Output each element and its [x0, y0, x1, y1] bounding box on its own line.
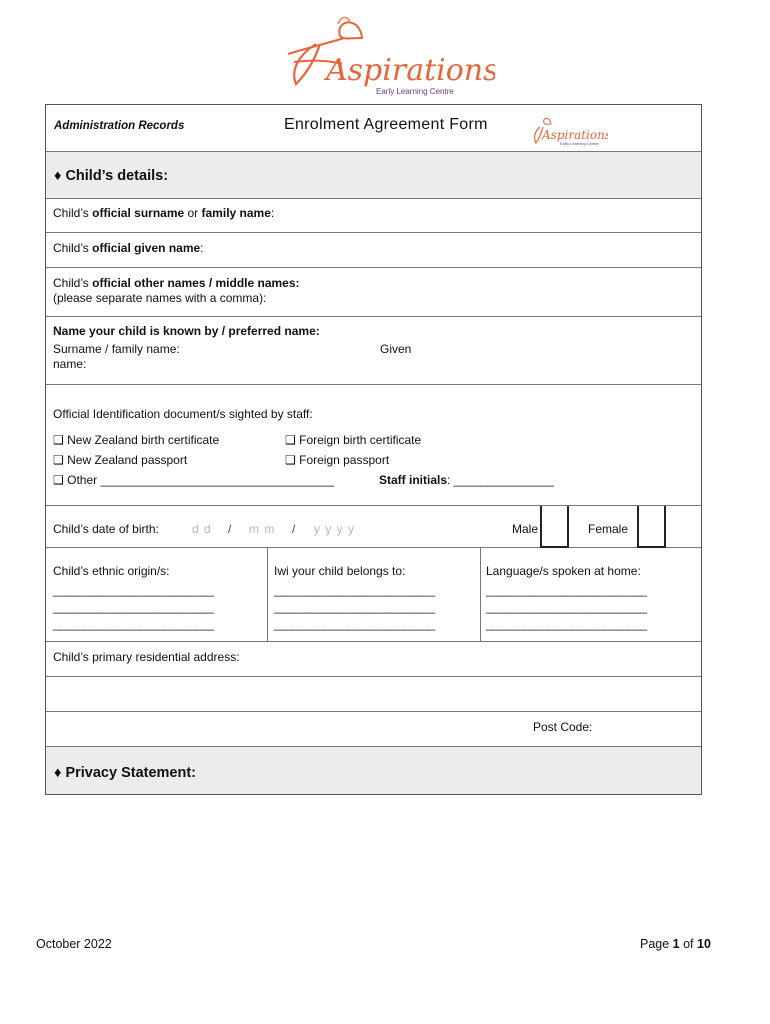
- svg-text:Aspirations: Aspirations: [542, 128, 608, 142]
- footer-date: October 2022: [36, 937, 112, 951]
- dob-label: Child’s date of birth:: [53, 522, 159, 536]
- address-row[interactable]: [46, 642, 701, 677]
- language-label: Language/s spoken at home:: [486, 564, 641, 578]
- checkbox-icon[interactable]: ❑: [285, 433, 296, 447]
- postcode-label: Post Code:: [533, 720, 593, 734]
- id-option-other[interactable]: ❑ Other ___________________________________: [53, 473, 335, 487]
- known-name-wrap: name:: [53, 357, 87, 371]
- id-option-nz-birth[interactable]: ❑ New Zealand birth certificate: [53, 433, 220, 447]
- dob-month-field[interactable]: m m: [249, 522, 276, 536]
- language-lines[interactable]: __________________________ __________________________ __________________________: [486, 583, 647, 631]
- id-option-foreign-birth[interactable]: ❑ Foreign birth certificate: [285, 433, 422, 447]
- female-checkbox[interactable]: [637, 506, 666, 548]
- staff-initials[interactable]: Staff initials: _______________: [379, 473, 554, 487]
- svg-text:Early Learning Centre: Early Learning Centre: [560, 141, 599, 146]
- aspirations-logo: [280, 14, 495, 96]
- diamond-icon: ♦: [54, 168, 62, 184]
- surname-row[interactable]: [46, 199, 701, 233]
- column-divider: [267, 548, 268, 642]
- known-given-label: Given: [380, 342, 412, 356]
- checkbox-icon[interactable]: ❑: [53, 453, 64, 467]
- privacy-section: [46, 747, 701, 794]
- dob-separator: /: [228, 522, 232, 536]
- enrolment-form: [45, 104, 702, 795]
- form-title: Enrolment Agreement Form: [284, 116, 488, 133]
- checkbox-icon[interactable]: ❑: [53, 473, 64, 487]
- id-option-nz-passport[interactable]: ❑ New Zealand passport: [53, 453, 188, 467]
- origin-row: [46, 548, 701, 642]
- other-names-label: Child’s official other names / middle names:: [53, 276, 300, 290]
- butterfly-mini-icon: [530, 115, 608, 147]
- other-names-note: (please separate names with a comma):: [53, 291, 267, 305]
- page-number: Page 1 of 10: [640, 937, 711, 951]
- ethnic-origin-label: Child’s ethnic origin/s:: [53, 564, 170, 578]
- form-header: [46, 105, 701, 152]
- checkbox-icon[interactable]: ❑: [285, 453, 296, 467]
- id-heading: Official Identification document/s sighted by staff:: [53, 407, 313, 421]
- male-checkbox[interactable]: [540, 506, 569, 548]
- dob-year-field[interactable]: y y y y: [314, 522, 356, 536]
- svg-text:Aspirations: Aspirations: [326, 53, 495, 88]
- surname-label: Child’s official surname or family name:: [53, 206, 275, 220]
- iwi-label: Iwi your child belongs to:: [274, 564, 406, 578]
- svg-text:Early Learning Centre: Early Learning Centre: [376, 87, 454, 96]
- childs-details-title: ♦ Child’s details:: [54, 168, 169, 184]
- privacy-title: ♦ Privacy Statement:: [54, 765, 196, 781]
- childs-details-section: [46, 152, 701, 199]
- dob-row: [46, 506, 701, 548]
- column-divider: [480, 548, 481, 642]
- mini-logo: [530, 115, 608, 147]
- dob-day-field[interactable]: d d: [192, 522, 212, 536]
- postcode-row[interactable]: [46, 712, 701, 747]
- given-name-label: Child’s official given name:: [53, 241, 204, 255]
- known-surname-label: Surname / family name:: [53, 342, 180, 356]
- address-line-2[interactable]: [46, 677, 701, 712]
- id-option-foreign-passport[interactable]: ❑ Foreign passport: [285, 453, 390, 467]
- female-label: Female: [588, 522, 629, 536]
- known-by-row[interactable]: [46, 317, 701, 385]
- male-label: Male: [512, 522, 539, 536]
- ethnic-origin-lines[interactable]: __________________________ __________________________ __________________________: [53, 583, 214, 631]
- other-names-row[interactable]: [46, 268, 701, 317]
- checkbox-icon[interactable]: ❑: [53, 433, 64, 447]
- address-label: Child’s primary residential address:: [53, 650, 240, 664]
- given-name-row[interactable]: [46, 233, 701, 268]
- dob-separator: /: [292, 522, 296, 536]
- butterfly-logo-icon: [280, 14, 495, 96]
- diamond-icon: ♦: [54, 765, 62, 781]
- admin-records-label: Administration Records: [54, 120, 185, 132]
- known-by-label: Name your child is known by / preferred name:: [53, 324, 320, 338]
- identification-row: [46, 385, 701, 506]
- iwi-lines[interactable]: __________________________ __________________________ __________________________: [274, 583, 435, 631]
